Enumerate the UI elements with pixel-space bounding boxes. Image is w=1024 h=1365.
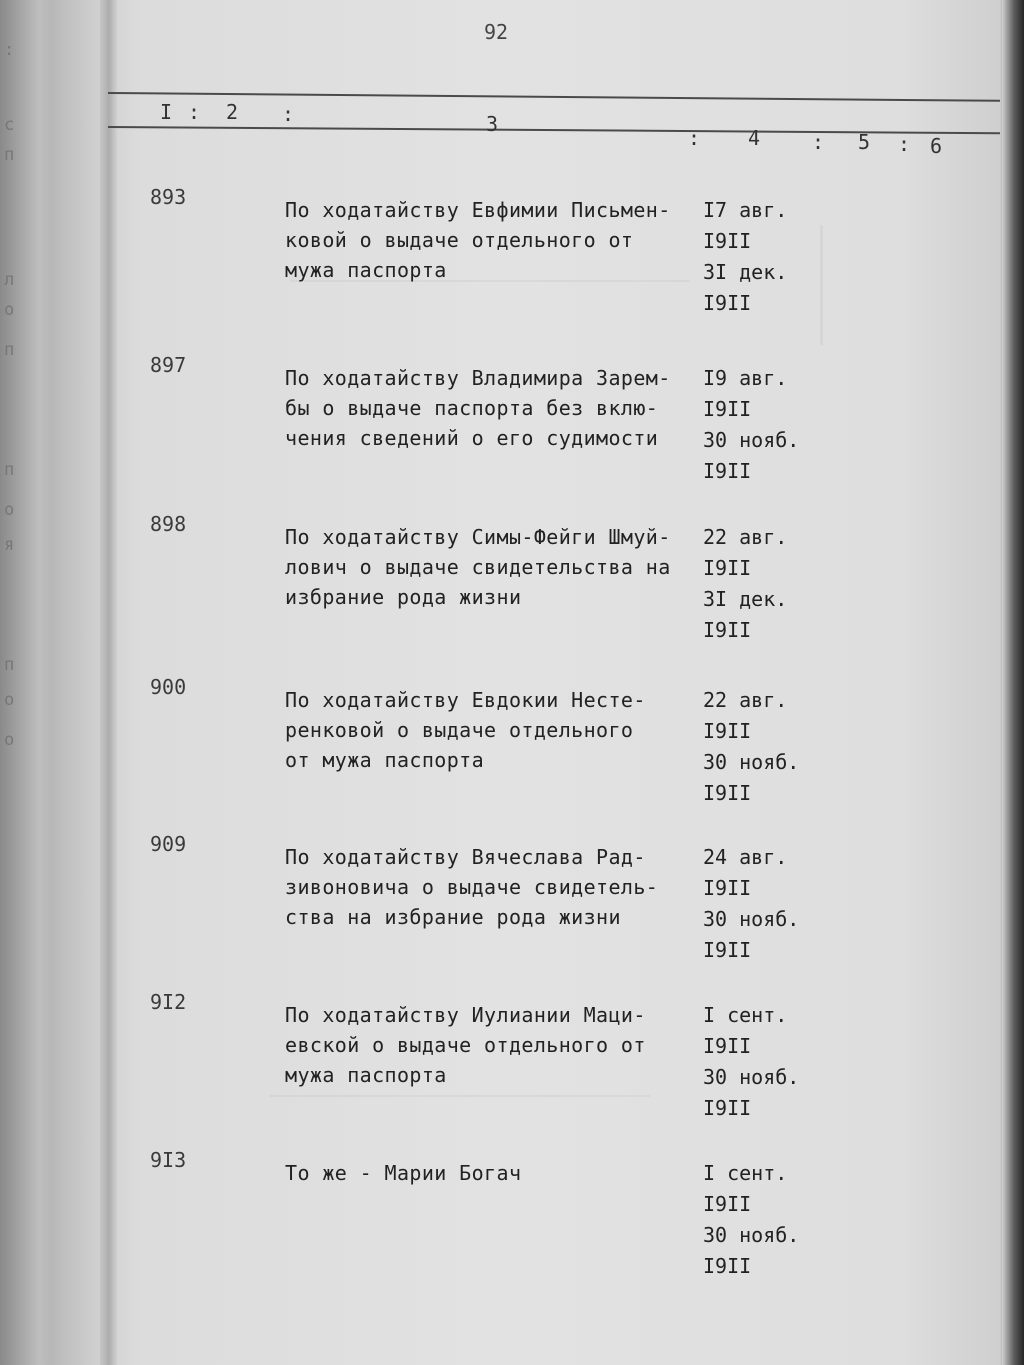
entry-dates [703,685,823,809]
margin-mark: п [4,340,15,360]
entry-date-line: I9II [703,229,752,253]
entry-date-line: 30 нояб. [703,428,800,452]
entry-date-line: I9II [703,1034,752,1058]
entry-date-line: 3I дек. [703,587,788,611]
entry-date-line: I сент. [703,1161,788,1185]
entry-date-line: I9II [703,719,752,743]
entry-text-line: По ходатайству Иулиании Маци- [285,1003,646,1027]
entry-number: 900 [150,675,187,699]
entry-date-line: I7 авг. [703,198,788,222]
entry-date-line: I9 авг. [703,366,788,390]
entry-text-line: чения сведений о его судимости [285,426,659,450]
column-header-3: 3 [486,112,499,136]
entry-dates [703,842,823,966]
entry-date-line: I9II [703,556,752,580]
entry-text-line: То же - Марии Богач [285,1161,522,1185]
margin-mark: я [4,535,15,555]
entry-dates [703,1000,823,1124]
column-header-2: 2 [226,100,239,124]
entry-text-line: ренковой о выдаче отдельного [285,718,634,742]
margin-mark: п [4,145,15,165]
entry-text-line: По ходатайству Евфимии Письмен- [285,198,671,222]
entry-description [285,195,705,285]
entry-date-line: 22 авг. [703,688,788,712]
entry-date-line: 30 нояб. [703,1223,800,1247]
entry-date-line: 22 авг. [703,525,788,549]
entry-text-line: По ходатайству Вячеслава Рад- [285,845,646,869]
margin-mark: с [4,115,15,135]
right-page-edge [1002,0,1024,1365]
entry-date-line: I9II [703,876,752,900]
margin-mark: о [4,690,15,710]
entry-number: 9I3 [150,1148,187,1172]
entry-date-line: I9II [703,397,752,421]
margin-mark: о [4,730,15,750]
entry-text-line: избрание рода жизни [285,585,522,609]
previous-page-edge [0,0,60,1365]
entry-date-line: 30 нояб. [703,1065,800,1089]
entry-text-line: мужа паспорта [285,258,447,282]
entry-date-line: 3I дек. [703,260,788,284]
column-separator: : [282,102,295,126]
page-fold-shadow [100,0,118,1365]
margin-mark: о [4,500,15,520]
margin-mark: о [4,300,15,320]
entry-date-line: 24 авг. [703,845,788,869]
entry-number: 897 [150,353,187,377]
margin-mark: п [4,460,15,480]
entry-dates [703,1158,823,1282]
entry-text-line: зивоновича о выдаче свидетель- [285,875,659,899]
entry-text-line: бы о выдаче паспорта без вклю- [285,396,659,420]
column-separator: : [688,126,701,150]
entry-number: 9I2 [150,990,187,1014]
entry-number: 898 [150,512,187,536]
entry-number: 893 [150,185,187,209]
entry-description [285,1158,705,1188]
entry-text-line: евской о выдаче отдельного от [285,1033,646,1057]
column-header-4: 4 [748,126,761,150]
entry-text-line: лович о выдаче свидетельства на [285,555,671,579]
entry-date-line: I9II [703,1096,752,1120]
entry-description [285,363,705,453]
entry-date-line: I9II [703,1192,752,1216]
entry-dates [703,363,823,487]
page-number: 92 [484,20,509,44]
entry-description [285,1000,705,1090]
margin-mark: : [4,40,15,60]
margin-mark: л [4,270,15,290]
column-separator: : [812,130,825,154]
entry-text-line: По ходатайству Симы-Фейги Шмуй- [285,525,671,549]
entry-text-line: По ходатайству Владимира Зарем- [285,366,671,390]
bleed-through-mark [270,1095,650,1097]
entry-text-line: По ходатайству Евдокии Несте- [285,688,646,712]
entry-text-line: ства на избрание рода жизни [285,905,621,929]
entry-date-line: 30 нояб. [703,907,800,931]
entry-date-line: I сент. [703,1003,788,1027]
margin-mark: п [4,655,15,675]
entry-date-line: I9II [703,618,752,642]
entry-description [285,842,705,932]
entry-date-line: I9II [703,938,752,962]
entry-text-line: мужа паспорта [285,1063,447,1087]
entry-date-line: I9II [703,781,752,805]
column-header-5: 5 [858,130,871,154]
column-separator: : [898,132,911,156]
entry-dates [703,522,823,646]
entry-description [285,685,705,775]
entry-text-line: ковой о выдаче отдельного от [285,228,634,252]
column-separator: : [188,100,201,124]
entry-date-line: I9II [703,1254,752,1278]
entry-date-line: 30 нояб. [703,750,800,774]
entry-date-line: I9II [703,459,752,483]
column-header-1: I [160,100,173,124]
column-header-6: 6 [930,134,943,158]
entry-date-line: I9II [703,291,752,315]
header-rule-top [108,92,1000,102]
entry-description [285,522,705,612]
entry-text-line: от мужа паспорта [285,748,485,772]
entry-dates [703,195,823,319]
entry-number: 909 [150,832,187,856]
